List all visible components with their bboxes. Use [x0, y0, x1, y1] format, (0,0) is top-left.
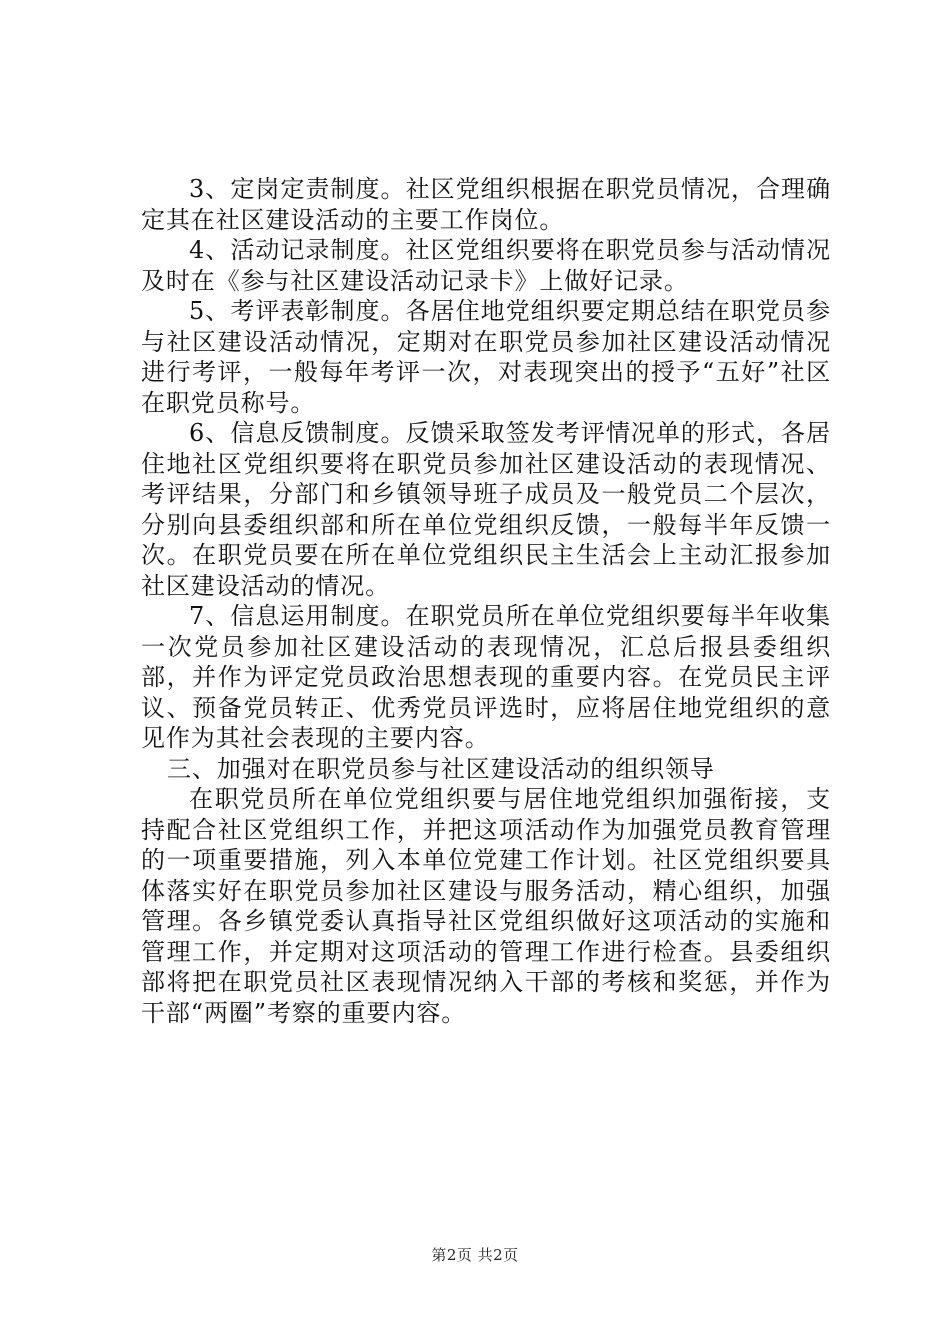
section-heading: 三、加强对在职党员参与社区建设活动的组织领导 [167, 754, 715, 783]
closing-paragraph: 在职党员所在单位党组织要与居住地党组织加强衔接，支持配合社区党组织工作，并把这项活动作为加强党员教育管理的一项重要措施，列入本单位党建工作计划。社区党组织要具体落实好在职党员参加社区建设与服务活动，精心组织，加强管理。各乡镇党委认真指导社区党组织做好这项活动的实施和管理工作，并定期对这项活动的管理工作进行检查。县委组织部将把在职党员社区表现情况纳入干部的考核和奖惩，并作为干部“两圈”考察的重要内容。 [141, 785, 831, 1027]
paragraph-item-7: 7、信息运用制度。在职党员所在单位党组织要每半年收集一次党员参加社区建设活动的表现情况，汇总后报县委组织部，并作为评定党员政治思想表现的重要内容。在党员民主评议、预备党员转正、优秀党员评选时，应将居住地党组织的意见作为其社会表现的主要内容。 [141, 602, 831, 752]
page-number-footer: 第2页 共2页 [431, 1246, 519, 1264]
paragraph-item-4: 4、活动记录制度。社区党组织要将在职党员参与活动情况及时在《参与社区建设活动记录卡》上做好记录。 [141, 236, 831, 295]
document-body [141, 174, 831, 1028]
paragraph-item-5: 5、考评表彰制度。各居住地党组织要定期总结在职党员参与社区建设活动情况，定期对在职党员参加社区建设活动情况进行考评，一般每年考评一次，对表现突出的授予“五好”社区在职党员称号。 [141, 297, 831, 417]
paragraph-item-6: 6、信息反馈制度。反馈采取签发考评情况单的形式，各居住地社区党组织要将在职党员参加社区建设活动的表现情况、考评结果，分部门和乡镇领导班子成员及一般党员二个层次，分别向县委组织部和所在单位党组织反馈，一般每半年反馈一次。在职党员要在所在单位党组织民主生活会上主动汇报参加社区建设活动的情况。 [141, 419, 831, 600]
paragraph-item-3: 3、定岗定责制度。社区党组织根据在职党员情况，合理确定其在社区建设活动的主要工作岗位。 [141, 175, 831, 234]
